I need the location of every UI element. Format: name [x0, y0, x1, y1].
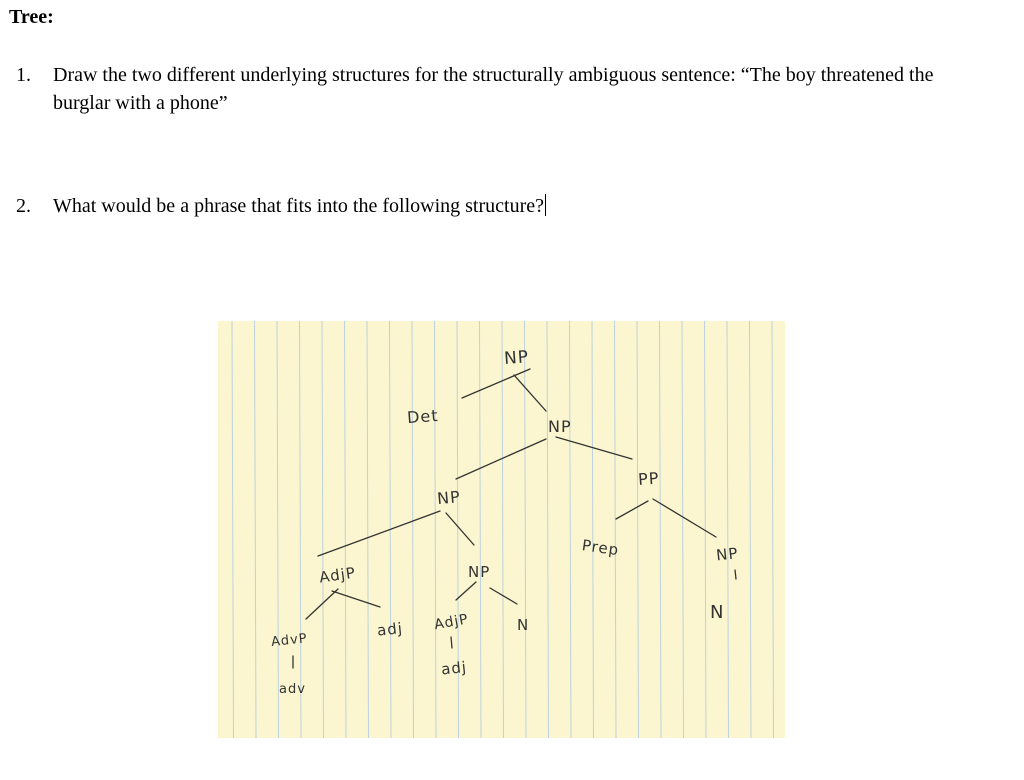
worksheet-heading: Tree: — [9, 6, 54, 28]
node-n-pp-object: N — [710, 602, 725, 623]
syntax-tree-photo — [218, 321, 785, 738]
node-adjp: AdjP — [318, 563, 357, 587]
node-advp: AdvP — [270, 631, 309, 650]
node-n-inner: N — [517, 616, 530, 634]
node-adj-left: adj — [376, 619, 404, 640]
question-1-text: Draw the two different underlying structures for the structurally ambiguous sentence: “The boy threatened the burglar with a phone” — [53, 64, 934, 114]
node-np-pp-object: NP — [715, 544, 740, 565]
question-2-text-line[interactable] — [53, 192, 546, 220]
text-cursor — [545, 194, 546, 216]
legal-pad-paper — [218, 321, 785, 738]
node-det: Det — [406, 405, 440, 428]
node-np-level4: NP — [468, 563, 491, 581]
node-adj-inner: adj — [440, 657, 468, 679]
node-adjp-inner: AdjP — [433, 611, 470, 634]
node-np-level2: NP — [548, 417, 572, 436]
node-np-level3: NP — [436, 487, 462, 509]
node-adv: adv — [279, 682, 306, 697]
node-pp: PP — [637, 468, 660, 490]
syntax-tree-drawing — [218, 321, 785, 738]
question-2 — [16, 192, 716, 222]
node-np-root: NP — [503, 347, 530, 369]
node-prep: Prep — [580, 536, 621, 560]
question-2-number: 2. — [16, 195, 31, 217]
question-1 — [16, 61, 976, 121]
question-1-number: 1. — [16, 64, 31, 86]
question-2-text: What would be a phrase that fits into the following structure? — [53, 195, 544, 217]
